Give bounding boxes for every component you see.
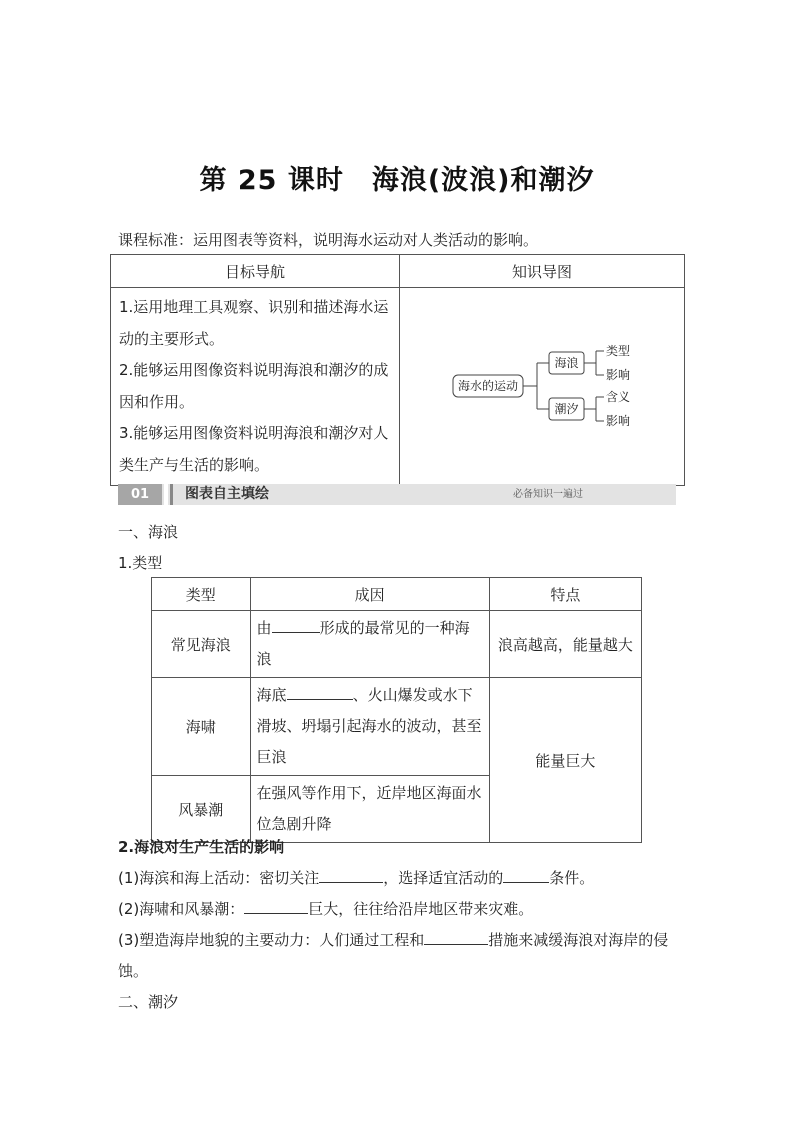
fill-blank[interactable] [424, 930, 488, 945]
goal-list [111, 288, 400, 486]
table-row [152, 611, 642, 678]
cause-text: 形成的最常见的一种海浪 [256, 619, 470, 668]
mindmap-leaf: 含义 [606, 389, 631, 404]
fill-blank[interactable] [503, 868, 549, 883]
mindmap-cell [400, 288, 685, 486]
mindmap-diagram [400, 293, 684, 481]
section-banner [118, 484, 676, 505]
table-header: 特点 [489, 578, 641, 611]
fill-blank[interactable] [244, 899, 308, 914]
cause-text: 由 [256, 619, 272, 637]
impact-text: (2)海啸和风暴潮： [118, 900, 245, 918]
impact-text: 条件。 [549, 869, 595, 887]
mindmap-header: 知识导图 [400, 255, 685, 288]
table-row [152, 678, 642, 776]
mindmap-root: 海水的运动 [457, 378, 519, 393]
wave-type-cell: 海啸 [152, 678, 251, 776]
cause-text: 海底 [256, 686, 287, 704]
fill-blank[interactable] [319, 868, 383, 883]
table-header: 类型 [152, 578, 251, 611]
section-number: 01 [118, 484, 162, 505]
heading-waves: 一、海浪 [118, 523, 179, 541]
heading-wave-types [118, 552, 162, 573]
section-title: 图表自主填绘 [185, 486, 269, 502]
wave-type-table [151, 577, 642, 843]
goal-item: 2.能够运用图像资料说明海浪和潮汐的成因和作用。 [119, 361, 389, 411]
goal-header: 目标导航 [111, 255, 400, 288]
section-divider [170, 484, 173, 505]
section-divider [164, 484, 168, 505]
impact-text: 巨大，往往给沿岸地区带来灾难。 [308, 900, 534, 918]
section-note: 必备知识一遍过 [513, 489, 583, 500]
goal-item: 1.运用地理工具观察、识别和描述海水运动的主要形式。 [119, 298, 389, 348]
heading-wave-impacts: 2.海浪对生产生活的影响 [118, 838, 285, 856]
fill-blank[interactable] [287, 685, 353, 700]
wave-feature-cell: 浪高越高，能量越大 [489, 611, 641, 678]
wave-cause-cell [250, 611, 489, 678]
goal-item: 3.能够运用图像资料说明海浪和潮汐对人类生产与生活的影响。 [119, 424, 389, 474]
mindmap-branch-label: 海浪 [554, 355, 579, 370]
impact-line [118, 925, 684, 987]
heading-tides: 二、潮汐 [118, 993, 179, 1011]
impact-line [118, 894, 684, 925]
impact-text: 措施来减缓海浪对海岸的侵蚀。 [118, 931, 669, 980]
heading-wave-types-text: 1.类型 [118, 554, 163, 572]
impact-text: ，选择适宜活动的 [383, 869, 504, 887]
mindmap-leaf: 影响 [606, 367, 631, 382]
impact-line [118, 863, 684, 894]
mindmap-leaf: 影响 [606, 413, 631, 428]
wave-type-cell: 常见海浪 [152, 611, 251, 678]
wave-type-cell: 风暴潮 [152, 776, 251, 843]
wave-cause-cell: 在强风等作用下，近岸地区海面水位急剧升降 [250, 776, 489, 843]
wave-cause-cell [250, 678, 489, 776]
table-header: 成因 [250, 578, 489, 611]
mindmap-leaf: 类型 [606, 343, 631, 358]
mindmap-branch-label: 潮汐 [554, 401, 579, 416]
wave-feature-cell: 能量巨大 [489, 678, 641, 843]
cause-text: 、火山爆发或水下滑坡、坍塌引起海水的波动，甚至巨浪 [256, 686, 482, 766]
course-standard: 课程标准：运用图表等资料，说明海水运动对人类活动的影响。 [118, 231, 539, 249]
impact-text: (3)塑造海岸地貌的主要动力：人们通过工程和 [118, 931, 425, 949]
page-title: 第 25 课时 海浪(波浪)和潮汐 [199, 165, 595, 196]
fill-blank[interactable] [272, 618, 320, 633]
impact-text: (1)海滨和海上活动：密切关注 [118, 869, 320, 887]
goal-table [110, 254, 685, 486]
